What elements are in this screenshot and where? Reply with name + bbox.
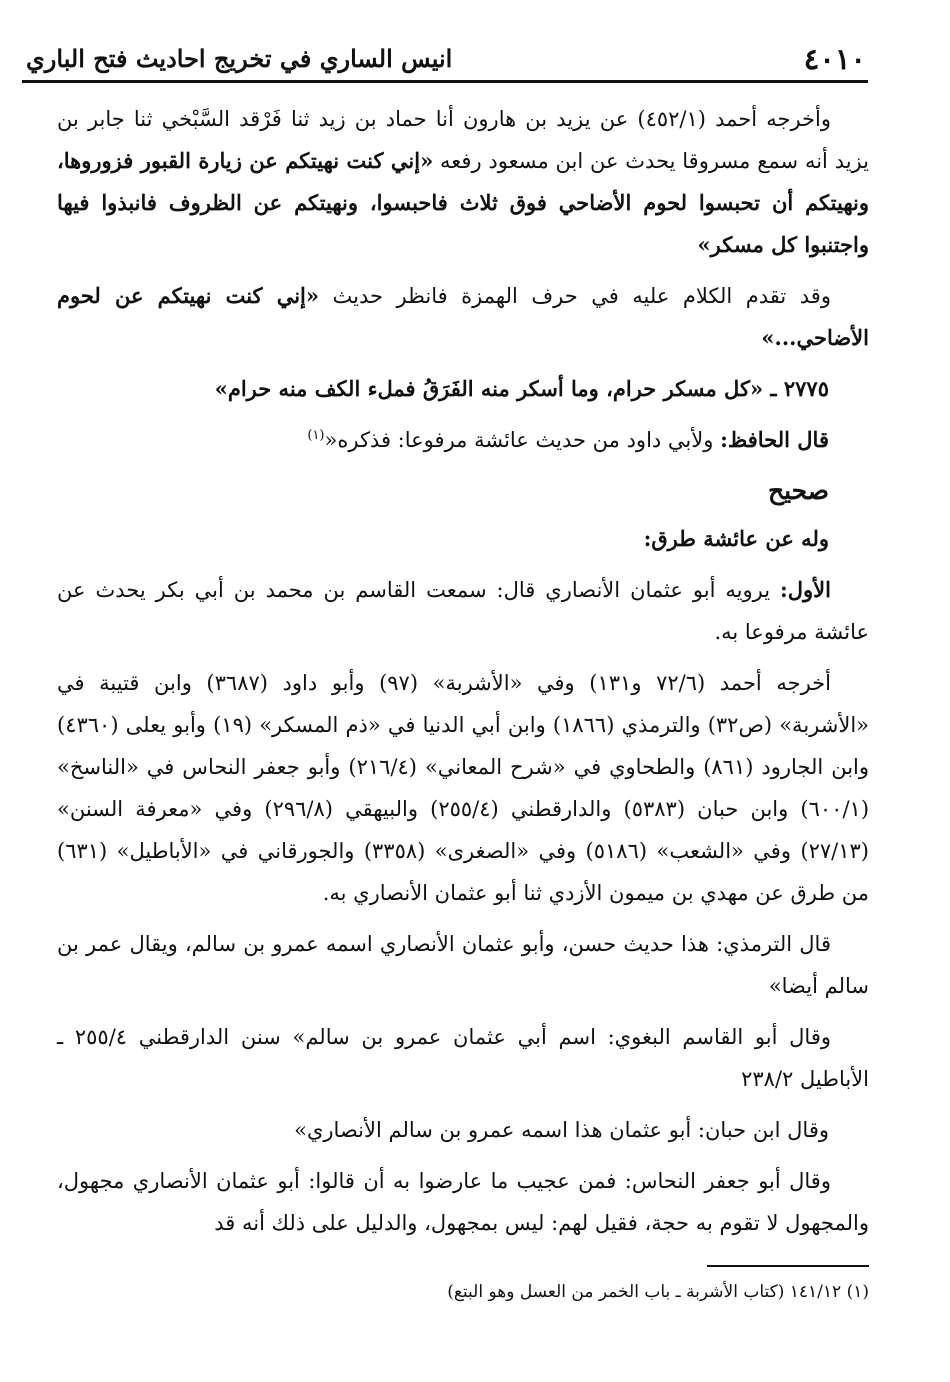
footnote: (١) ١٤١/١٢ (كتاب الأشربة ـ باب الخمر من العسل وهو البتع) — [447, 1282, 869, 1302]
footnote-divider — [707, 1265, 869, 1267]
paragraph-tirmidhi: قال الترمذي: هذا حديث حسن، وأبو عثمان الأنصاري اسمه عمرو بن سالم، ويقال عمر بن سالم أيضا» — [57, 932, 869, 998]
paragraph-nahhas: وقال أبو جعفر النحاس: فمن عجيب ما عارضوا به أن قالوا: أبو عثمان الأنصاري مجهول، والمجهول لا تقوم به حجة، فقيل لهم: ليس بمجهول، والدليل على ذلك أنه قد — [57, 1169, 869, 1235]
page-number: ٤٠١٠ — [803, 42, 866, 76]
first-path-text: يرويه أبو عثمان الأنصاري قال: سمعت القاسم بن محمد بن أبي بكر يحدث عن عائشة مرفوعا به. — [57, 578, 869, 644]
hafiz-label: قال الحافظ: — [720, 427, 829, 452]
first-path — [57, 569, 869, 653]
hafiz-text: ولأبي داود من حديث عائشة مرفوعا: فذكره« — [324, 428, 714, 452]
paragraph-ahmad-takhrij — [57, 98, 869, 266]
hafiz-statement — [57, 419, 869, 461]
hadith-text: ٢٧٧٥ ـ «كل مسكر حرام، وما أسكر منه الفَرَقُ فملء الكف منه حرام» — [214, 376, 829, 401]
paragraph-text: وقد تقدم الكلام عليه في حرف الهمزة فانظر حديث — [332, 284, 831, 308]
paragraph-baghawi: وقال أبو القاسم البغوي: اسم أبي عثمان عمرو بن سالم» سنن الدارقطني ٢٥٥/٤ ـ الأباطيل ٢٣٨/٢ — [57, 1025, 869, 1091]
paragraph-takhrij-list: أخرجه أحمد (٧٢/٦ و١٣١) وفي «الأشربة» (٩٧) وأبو داود (٣٦٨٧) وابن قتيبة في «الأشربة» (ص٣٢) والترمذي (١٨٦٦) وابن أبي الدنيا في «ذم المسكر» (١٩) وأبو يعلى (٤٣٦٠) وابن الجارود (٨٦١) والطحاوي في «شرح المعاني» (٢١٦/٤) وأبو جعفر النحاس في «الناسخ» (٦٠٠/١) وابن حبان (٥٣٨٣) والدارقطني (٢٥٥/٤) والبيهقي (٢٩٦/٨) وفي «معرفة السنن» (٢٧/١٣) وفي «الشعب» (٥١٨٦) وفي «الصغرى» (٣٣٥٨) والجورقاني في «الأباطيل» (٦٣١) من طرق عن مهدي بن ميمون الأزدي ثنا أبو عثمان الأنصاري به. — [57, 671, 870, 905]
page-header — [22, 40, 868, 83]
paragraph-text: وأخرجه أحمد (٤٥٢/١) عن يزيد بن هارون أنا حماد بن زيد ثنا فَرْقد السَّبْخي ثنا جابر بن يزيد أنه سمع مسروقا يحدث عن ابن مسعود رفعه — [57, 107, 869, 173]
hadith-quote: «إني كنت نهيتكم عن زيارة القبور فزوروها، ونهيتكم أن تحبسوا لحوم الأضاحي فوق ثلاث فاحبسوا، ونهيتكم عن الظروف فانبذوا فيها واجتنبوا كل مسكر» — [57, 148, 869, 257]
hadith-quote: «إني كنت نهيتكم عن لحوم الأضاحي...» — [57, 283, 869, 350]
paths-heading-text: وله عن عائشة طرق: — [643, 526, 829, 551]
book-title: انيس الساري في تخريج احاديث فتح الباري — [26, 44, 453, 73]
footnote-ref: (١) — [307, 428, 325, 443]
first-label: الأول: — [780, 577, 831, 602]
main-text — [57, 98, 869, 1253]
paragraph-ibn-hibban: وقال ابن حبان: أبو عثمان هذا اسمه عمرو بن سالم الأنصاري» — [294, 1118, 829, 1142]
paragraph-cross-reference — [57, 275, 869, 359]
hadith-heading — [57, 368, 869, 410]
paths-heading — [57, 518, 869, 560]
grade-heading: صحيح — [767, 476, 829, 505]
